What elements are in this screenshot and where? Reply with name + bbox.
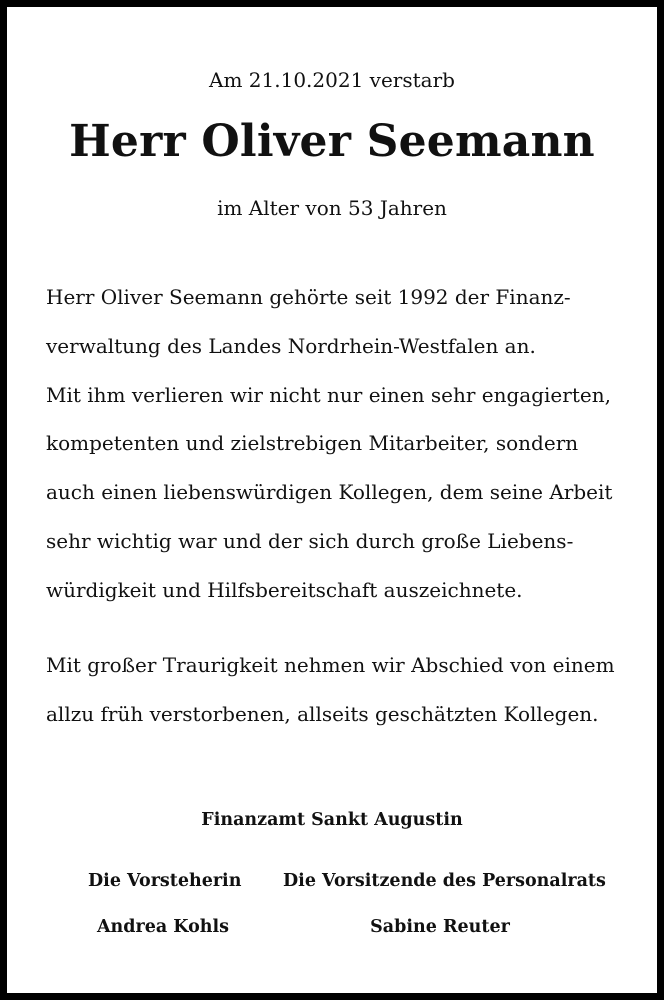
death-date-line: Am 21.10.2021 verstarb (209, 68, 455, 92)
farewell-line: allzu früh verstorbenen, allseits geschätzten Kollegen. (46, 701, 599, 726)
tribute-line: Herr Oliver Seemann gehörte seit 1992 der Finanz- (46, 285, 571, 309)
tribute-line: würdigkeit und Hilfsbereitschaft auszeichnete. (46, 577, 523, 602)
signatory-name-right: Sabine Reuter (370, 917, 510, 937)
organization-name: Finanzamt Sankt Augustin (201, 810, 463, 830)
tribute-line: verwaltung des Landes Nordrhein-Westfalen an. (46, 333, 536, 358)
deceased-name-heading: Herr Oliver Seemann (69, 116, 595, 167)
tribute-line: Mit ihm verlieren wir nicht nur einen sehr engagierten, (46, 382, 611, 407)
farewell-paragraph (46, 641, 636, 739)
tribute-line: auch einen liebenswürdigen Kollegen, dem seine Arbeit (46, 480, 613, 505)
farewell-line: Mit großer Traurigkeit nehmen wir Abschied von einem (46, 653, 615, 677)
age-line: im Alter von 53 Jahren (217, 196, 447, 220)
tribute-line: kompetenten und zielstrebigen Mitarbeiter, sondern (46, 431, 579, 456)
signatory-role-left: Die Vorsteherin (88, 871, 242, 891)
tribute-line: sehr wichtig war und der sich durch große Liebens- (46, 528, 574, 553)
tribute-paragraph (46, 273, 636, 615)
signatory-role-right: Die Vorsitzende des Personalrats (283, 871, 606, 891)
signatory-name-left: Andrea Kohls (96, 917, 230, 937)
